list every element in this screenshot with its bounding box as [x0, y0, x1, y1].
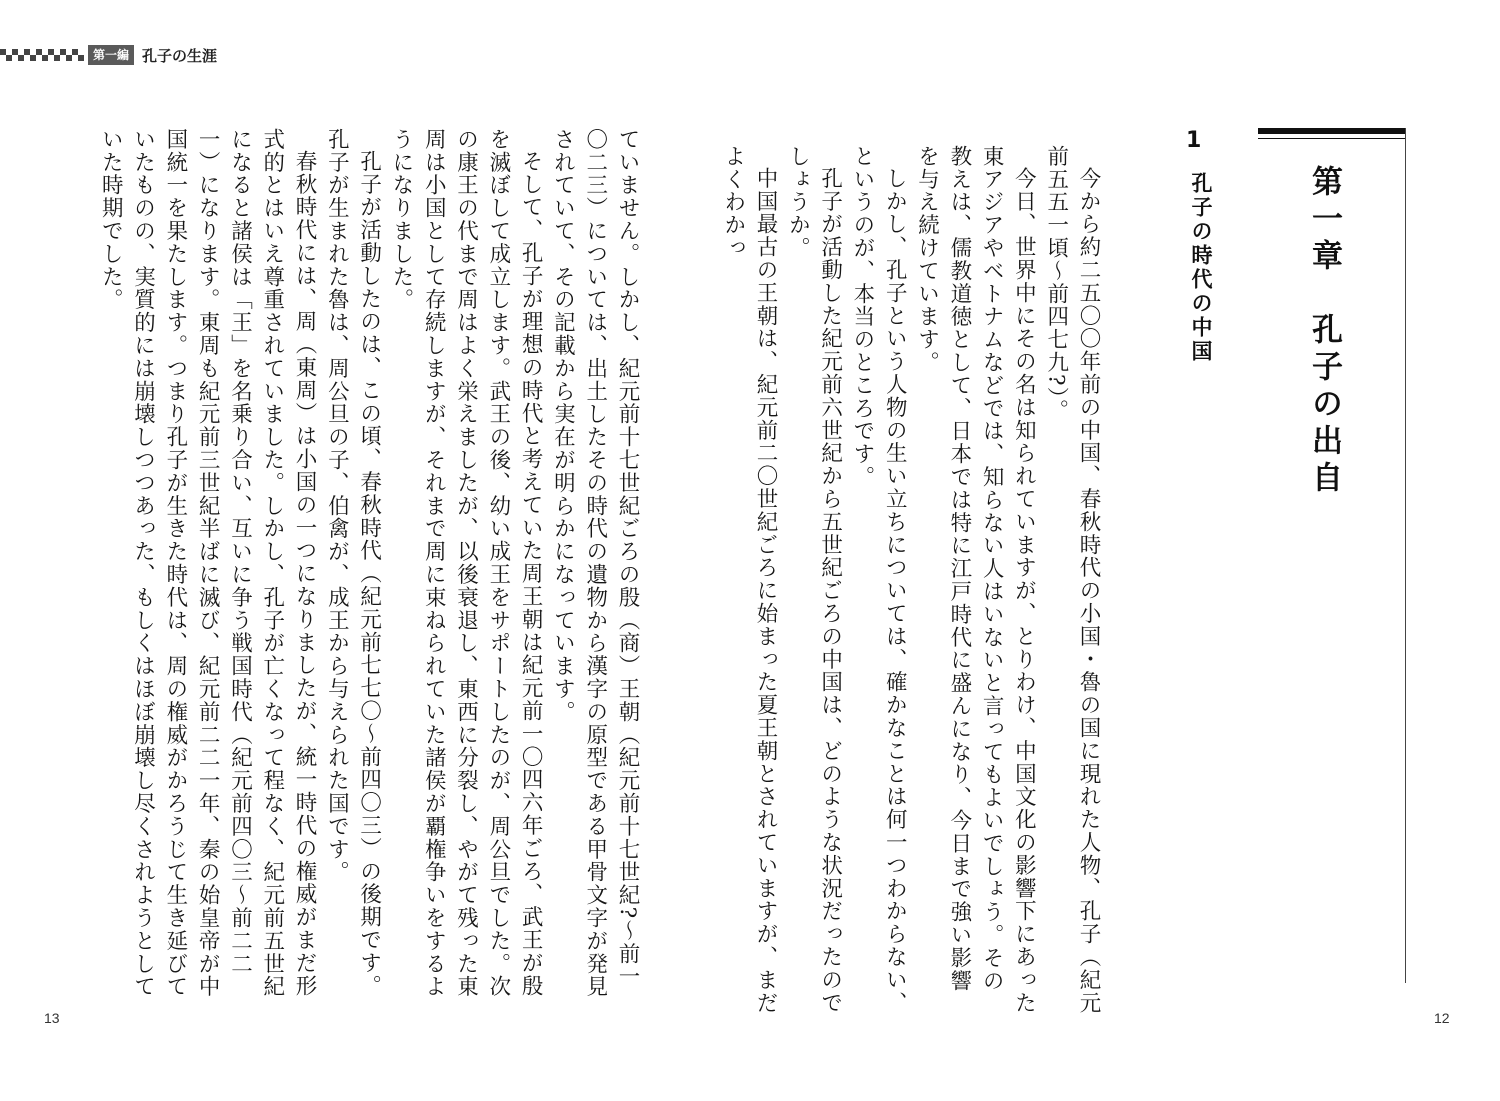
- running-header-title: 孔子の生涯: [142, 46, 218, 65]
- right-body-text: [720, 145, 1104, 1015]
- chapter-rule-vertical: [1405, 128, 1406, 983]
- page-number-right: 12: [1434, 1010, 1450, 1026]
- paragraph: 中国最古の王朝は、紀元前二〇世紀ごろに始まった夏王朝とされていますが、まだよくわかっ: [720, 145, 779, 1014]
- paragraph: 今日、世界中にその名は知られていますが、とりわけ、中国文化の影響下にあった東アジアやベトナムなどでは、知らない人はいないと言ってもよいでしょう。その教えは、儒教道徳として、日本では特に江戸時代に盛んになり、今日まで強い影響を与え続けています。: [914, 145, 1037, 1014]
- left-body-text: [98, 128, 643, 1008]
- paragraph: しかし、孔子という人物の生い立ちについては、確かなことは何一つわからない、というのが、本当のところです。: [849, 145, 908, 1014]
- paragraph: ていません。しかし、紀元前十七世紀ごろの殷（商）王朝（紀元前十七世紀?〜前一〇二三）については、出土したその時代の遺物から漢字の原型である甲骨文字が発見されていて、その記載から実在が明らかになっています。: [550, 128, 640, 999]
- section-title: 孔子の時代の中国: [1189, 172, 1213, 364]
- chapter-title: 第一章 孔子の出自: [1306, 165, 1342, 498]
- section-number: 1: [1186, 128, 1202, 153]
- paragraph: そして、孔子が理想の時代と考えていた周王朝は紀元前一〇四六年ごろ、武王が殷を滅ぼして成立します。武王の後、幼い成王をサポートしたのが、周公旦でした。次の康王の代まで周はよく栄えましたが、以後衰退し、東西に分裂し、やがて残った東周は小国として存続しますが、それまで周に束ねられていた諸侯が覇権争いをするようになりました。: [388, 128, 544, 999]
- page-number-left: 13: [44, 1010, 60, 1026]
- part-tab: 第一編: [88, 45, 134, 65]
- right-page: [720, 0, 1500, 1101]
- paragraph: 今から約二五〇〇年前の中国、春秋時代の小国・魯の国に現れた人物、孔子（紀元前五五一頃〜前四七九?）。: [1043, 145, 1101, 1014]
- paragraph: 春秋時代には、周（東周）は小国の一つになりましたが、統一時代の権威がまだ形式的とはいえ尊重されていました。しかし、孔子が亡くなって程なく、紀元前五世紀になると諸侯は「王」を名乗り合い、互いに争う戦国時代（紀元前四〇三〜前二二一）になります。東周も紀元前三世紀半ばに滅び、紀元前二二一年、秦の始皇帝が中国統一を果たします。つまり孔子が生きた時代は、周の権威がかろうじて生き延びていたものの、実質的には崩壊しつつあった、もしくはほぼ崩壊し尽くされようとしていた時期でした。: [98, 128, 318, 999]
- paragraph: 孔子が活動した紀元前六世紀から五世紀ごろの中国は、どのような状況だったのでしょうか。: [785, 145, 843, 1014]
- running-header: [0, 44, 217, 66]
- chapter-rule-thick: [1258, 128, 1406, 134]
- checker-pattern-icon: [0, 49, 84, 61]
- paragraph: 孔子が活動したのは、この頃、春秋時代（紀元前七七〇〜前四〇三）の後期です。孔子が生まれた魯は、周公旦の子、伯禽が、成王から与えられた国です。: [324, 128, 382, 997]
- chapter-rule-thin: [1258, 138, 1406, 139]
